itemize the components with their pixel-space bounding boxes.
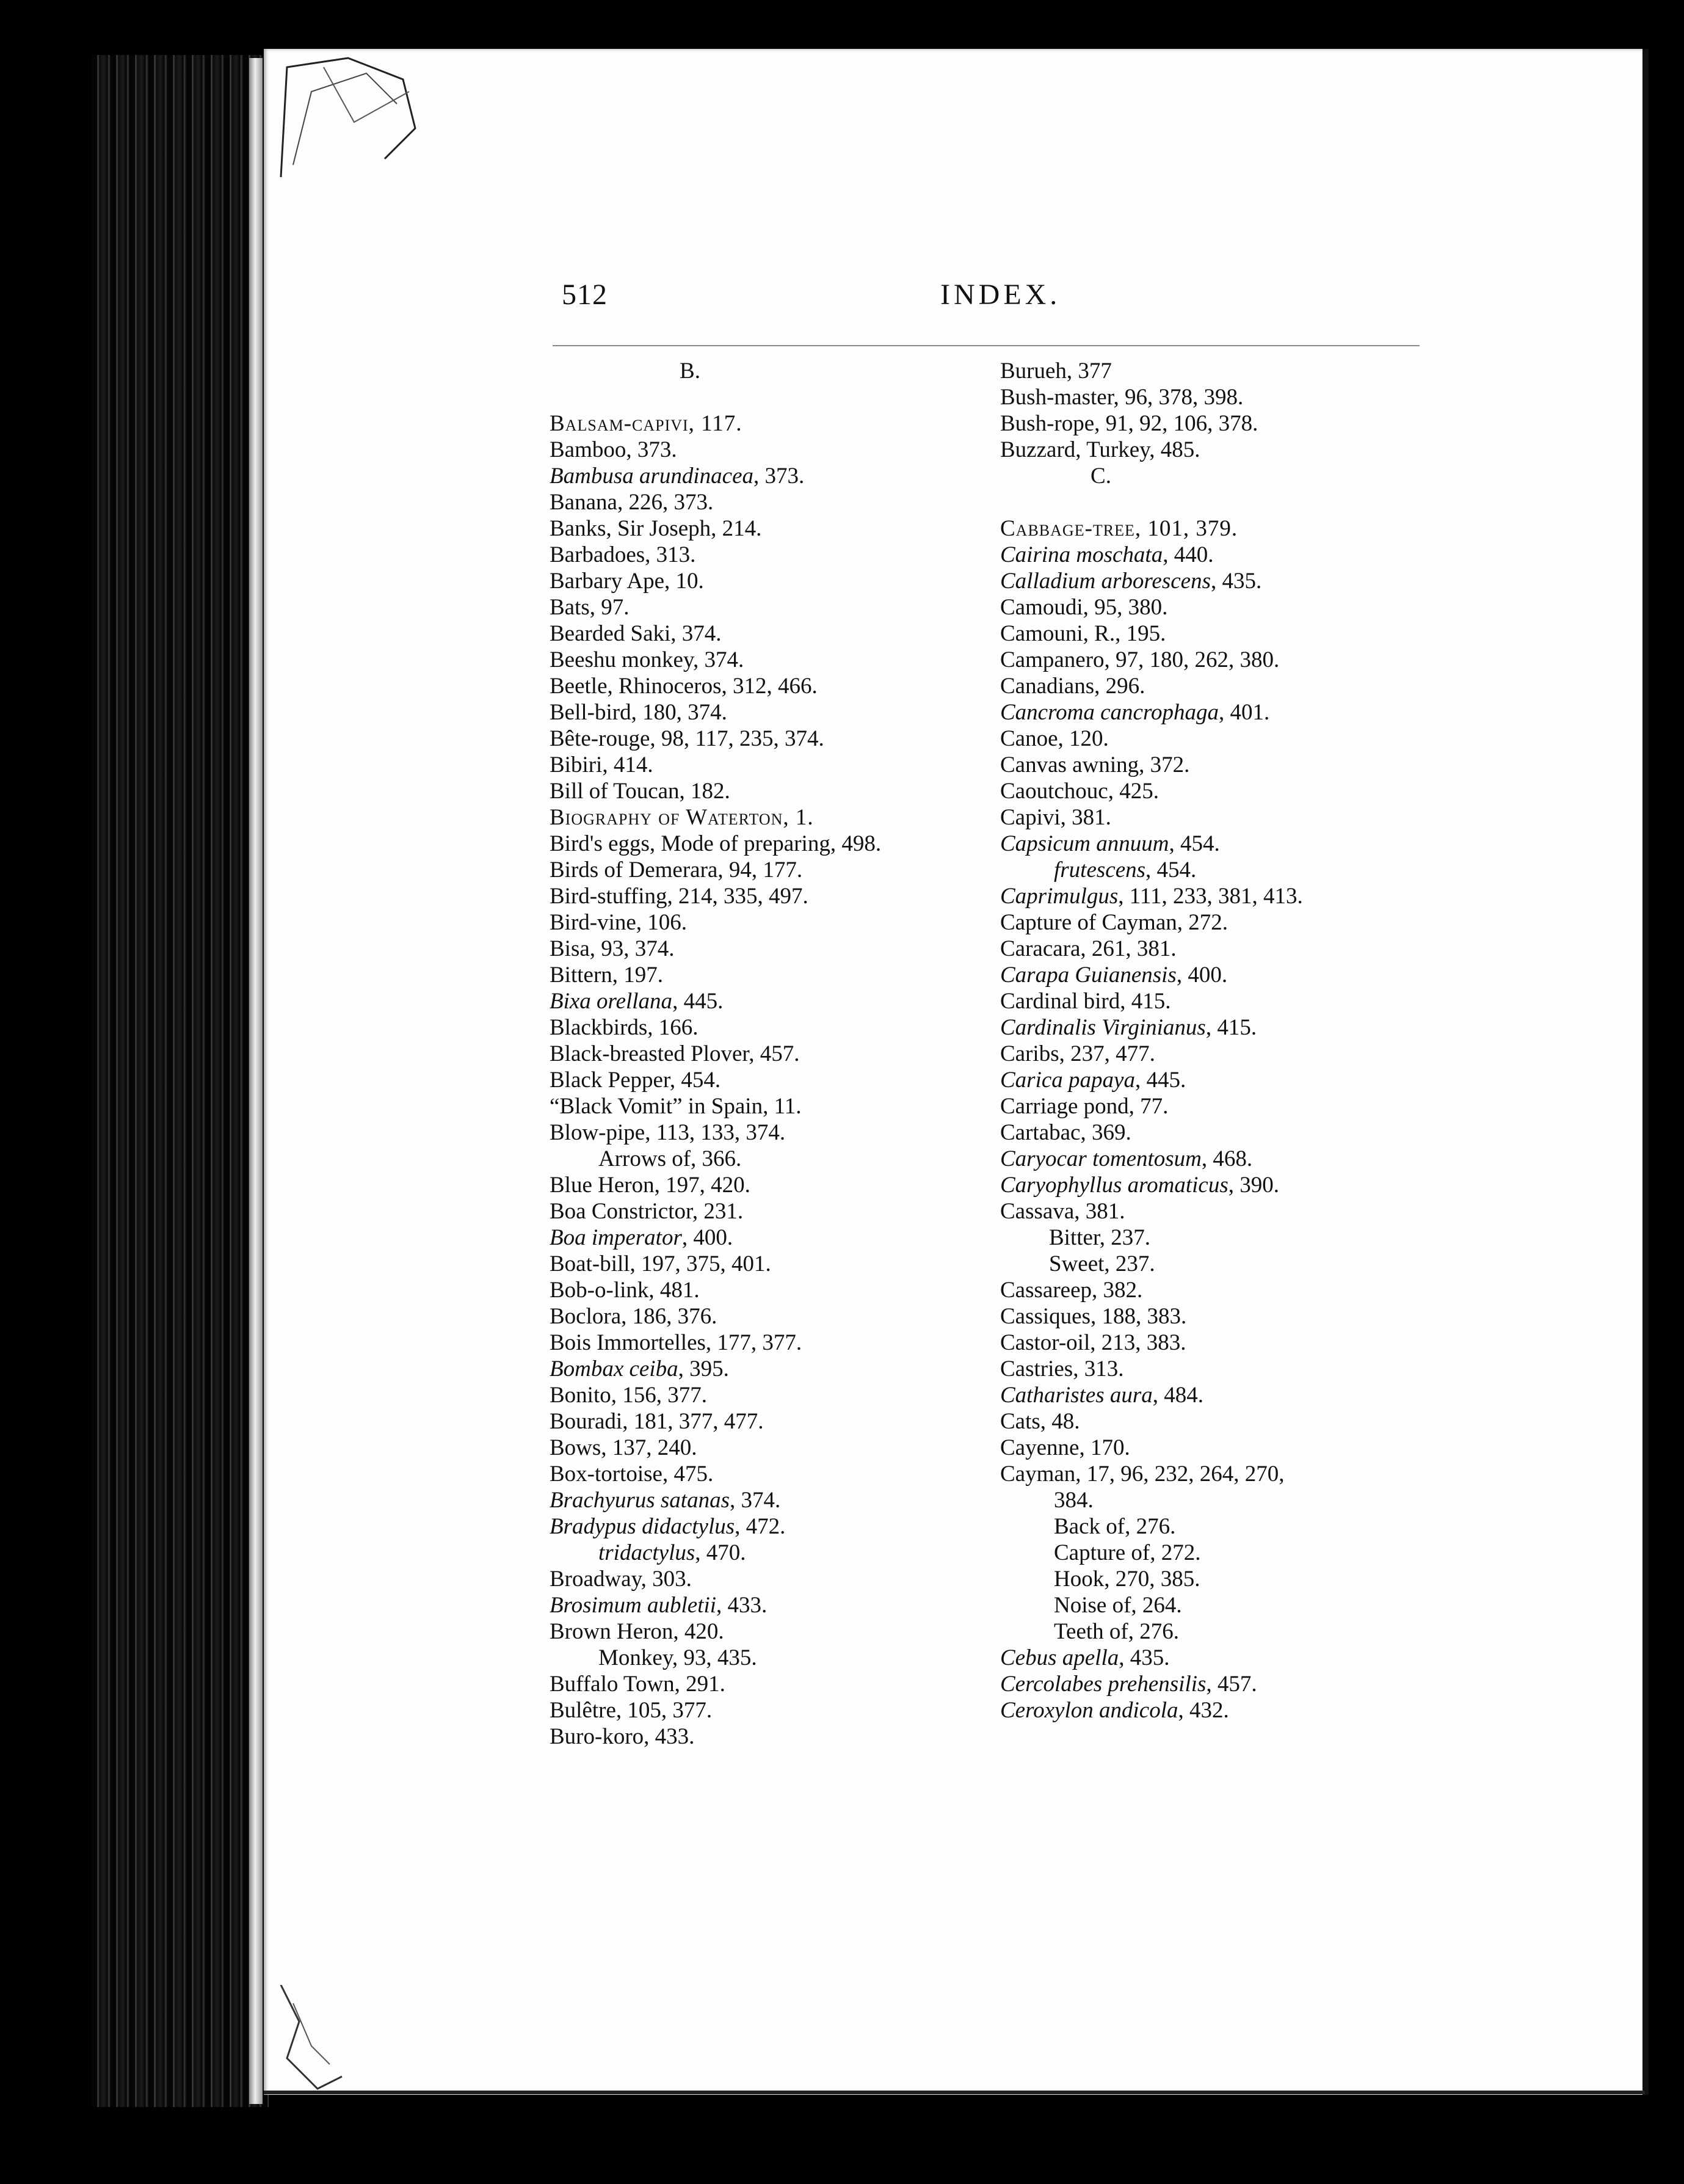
index-entry: Buro-koro, 433. bbox=[550, 1724, 695, 1749]
index-entry: Bats, 97. bbox=[550, 595, 630, 620]
index-entry-pages: , 468. bbox=[1201, 1146, 1253, 1171]
index-entry bbox=[1000, 1382, 1440, 1408]
index-entry bbox=[550, 1513, 989, 1540]
index-entry bbox=[1000, 1146, 1440, 1172]
index-entry-pages: , 400. bbox=[681, 1225, 733, 1250]
index-entry: Monkey, 93, 435. bbox=[598, 1645, 757, 1670]
index-entry bbox=[1000, 1697, 1440, 1724]
index-entry-pages: , 373. bbox=[753, 464, 805, 489]
index-entry-pages: , 470. bbox=[695, 1540, 746, 1565]
index-entry: Cabbage-tree, 101, 379. bbox=[1000, 516, 1238, 541]
index-entry: Boat-bill, 197, 375, 401. bbox=[550, 1251, 771, 1276]
index-entry: Bibiri, 414. bbox=[550, 752, 653, 777]
index-entry-pages: , 435. bbox=[1210, 569, 1262, 594]
index-entry bbox=[550, 1540, 989, 1566]
index-entry: Cartabac, 369. bbox=[1000, 1120, 1131, 1145]
page-edge bbox=[249, 58, 263, 2104]
index-entry-pages: , 111, 233, 381, 413. bbox=[1118, 884, 1303, 909]
index-entry-latin-name: Cercolabes prehensilis bbox=[1000, 1672, 1207, 1697]
running-head: INDEX. bbox=[940, 278, 1061, 311]
index-entry-pages: , 401. bbox=[1218, 700, 1270, 725]
index-entry: Caracara, 261, 381. bbox=[1000, 936, 1177, 961]
index-entry: Carriage pond, 77. bbox=[1000, 1094, 1169, 1119]
index-entry: “Black Vomit” in Spain, 11. bbox=[550, 1094, 802, 1119]
index-entry: Capture of Cayman, 272. bbox=[1000, 910, 1228, 935]
index-entry: Bird-vine, 106. bbox=[550, 910, 688, 935]
index-entry-latin-name: Carapa Guianensis bbox=[1000, 963, 1177, 988]
index-entry bbox=[1000, 1172, 1440, 1198]
index-entry: Bush-rope, 91, 92, 106, 378. bbox=[1000, 411, 1258, 436]
index-entry: Bête-rouge, 98, 117, 235, 374. bbox=[550, 726, 824, 751]
index-entry: Capture of, 272. bbox=[1054, 1540, 1201, 1565]
index-entry-latin-name: Cancroma cancrophaga bbox=[1000, 700, 1219, 725]
index-entry-latin-name: Caprimulgus bbox=[1000, 884, 1119, 909]
index-entry: Canvas awning, 372. bbox=[1000, 752, 1190, 777]
index-entry: Cayenne, 170. bbox=[1000, 1435, 1130, 1460]
index-entry: Burueh, 377 bbox=[1000, 359, 1112, 384]
index-entry bbox=[1000, 1645, 1440, 1671]
index-entry-latin-name: Brosimum aubletii bbox=[550, 1593, 717, 1618]
index-entry-pages: , 440. bbox=[1163, 542, 1214, 567]
index-entry: Buffalo Town, 291. bbox=[550, 1672, 725, 1697]
index-entry: Canoe, 120. bbox=[1000, 726, 1109, 751]
index-entry-pages: , 374. bbox=[729, 1488, 781, 1513]
index-entry: Boa Constrictor, 231. bbox=[550, 1199, 744, 1224]
index-entry: Cayman, 17, 96, 232, 264, 270, bbox=[1000, 1461, 1285, 1487]
index-column-left bbox=[550, 358, 989, 1750]
index-entry: Bouradi, 181, 377, 477. bbox=[550, 1409, 764, 1434]
index-entry-pages: , 454. bbox=[1145, 857, 1197, 883]
index-entry bbox=[1000, 699, 1440, 726]
index-entry: Balsam-capivi, 117. bbox=[550, 411, 742, 436]
book-binding bbox=[92, 55, 269, 2107]
index-entry-latin-name: Cairina moschata bbox=[1000, 542, 1163, 567]
index-entry: Back of, 276. bbox=[1054, 1514, 1176, 1539]
index-entry: Bonito, 156, 377. bbox=[550, 1383, 707, 1408]
index-entry-latin-name: Caryophyllus aromaticus bbox=[1000, 1173, 1229, 1198]
index-entry: Bird-stuffing, 214, 335, 497. bbox=[550, 884, 808, 909]
index-entry-pages: , 445. bbox=[672, 989, 724, 1014]
index-entry: Banks, Sir Joseph, 214. bbox=[550, 516, 762, 541]
index-entry bbox=[1000, 542, 1440, 568]
index-entry: Castries, 313. bbox=[1000, 1356, 1124, 1381]
index-spacer bbox=[1000, 489, 1440, 515]
index-entry-latin-name: Cardinalis Virginianus bbox=[1000, 1015, 1206, 1040]
index-entry-latin-name: Capsicum annuum bbox=[1000, 831, 1169, 856]
index-entry bbox=[1000, 1067, 1440, 1093]
index-entry: Bittern, 197. bbox=[550, 963, 664, 988]
index-entry: Bell-bird, 180, 374. bbox=[550, 700, 727, 725]
index-entry-pages: , 457. bbox=[1206, 1672, 1257, 1697]
index-entry-pages: , 432. bbox=[1178, 1698, 1229, 1723]
index-entry-latin-name: Cebus apella bbox=[1000, 1645, 1119, 1670]
index-entry-pages: , 445. bbox=[1134, 1068, 1186, 1093]
index-entry: Black-breasted Plover, 457. bbox=[550, 1041, 800, 1066]
index-entry-latin-name: Carica papaya bbox=[1000, 1068, 1135, 1093]
index-entry: Camouni, R., 195. bbox=[1000, 621, 1166, 646]
index-entry: Box-tortoise, 475. bbox=[550, 1461, 714, 1487]
index-entry: Blackbirds, 166. bbox=[550, 1015, 699, 1040]
index-entry-latin-name: Ceroxylon andicola bbox=[1000, 1698, 1178, 1723]
index-section-letter: B. bbox=[680, 359, 700, 384]
index-entry-pages: , 390. bbox=[1228, 1173, 1280, 1198]
index-entry: Bois Immortelles, 177, 377. bbox=[550, 1330, 802, 1355]
index-entry: Caribs, 237, 477. bbox=[1000, 1041, 1155, 1066]
index-entry: Cassiques, 188, 383. bbox=[1000, 1304, 1187, 1329]
index-entry: Bitter, 237. bbox=[1049, 1225, 1151, 1250]
index-entry: Barbary Ape, 10. bbox=[550, 569, 704, 594]
index-entry-latin-name: frutescens bbox=[1054, 857, 1146, 883]
index-entry: Bamboo, 373. bbox=[550, 437, 677, 462]
index-entry: Cats, 48. bbox=[1000, 1409, 1080, 1434]
index-section-letter: C. bbox=[1091, 464, 1111, 489]
index-entry-latin-name: Bambusa arundinacea bbox=[550, 464, 753, 489]
index-entry-latin-name: Caryocar tomentosum bbox=[1000, 1146, 1202, 1171]
index-entry: Bows, 137, 240. bbox=[550, 1435, 697, 1460]
index-entry: Boclora, 186, 376. bbox=[550, 1304, 717, 1329]
index-entry: Broadway, 303. bbox=[550, 1567, 692, 1592]
index-entry: Castor-oil, 213, 383. bbox=[1000, 1330, 1186, 1355]
index-entry: Hook, 270, 385. bbox=[1054, 1567, 1200, 1592]
index-entry: 384. bbox=[1054, 1488, 1094, 1513]
index-entry bbox=[1000, 883, 1440, 909]
index-column-right bbox=[1000, 358, 1440, 1724]
index-entry bbox=[550, 1592, 989, 1618]
header-rule bbox=[553, 345, 1420, 346]
index-entry: Canadians, 296. bbox=[1000, 674, 1145, 699]
index-entry-pages: , 454. bbox=[1169, 831, 1220, 856]
index-entry: Sweet, 237. bbox=[1049, 1251, 1155, 1276]
index-entry-pages: , 484. bbox=[1152, 1383, 1204, 1408]
bottom-border bbox=[264, 2091, 1645, 2094]
index-entry: Bearded Saki, 374. bbox=[550, 621, 722, 646]
index-entry: Bulêtre, 105, 377. bbox=[550, 1698, 713, 1723]
index-entry-latin-name: Brachyurus satanas bbox=[550, 1488, 730, 1513]
index-entry bbox=[1000, 962, 1440, 988]
index-entry-pages: , 395. bbox=[678, 1356, 729, 1381]
index-entry bbox=[550, 1487, 989, 1513]
index-entry: Cardinal bird, 415. bbox=[1000, 989, 1171, 1014]
index-entry: Brown Heron, 420. bbox=[550, 1619, 724, 1644]
index-entry: Barbadoes, 313. bbox=[550, 542, 696, 567]
index-entry-latin-name: tridactylus bbox=[598, 1540, 695, 1565]
index-entry bbox=[550, 988, 989, 1014]
index-entry-latin-name: Bixa orellana bbox=[550, 989, 673, 1014]
index-entry: Bird's eggs, Mode of preparing, 498. bbox=[550, 831, 882, 856]
index-entry: Cassava, 381. bbox=[1000, 1199, 1125, 1224]
index-entry-latin-name: Calladium arborescens bbox=[1000, 569, 1211, 594]
index-entry-latin-name: Catharistes aura bbox=[1000, 1383, 1153, 1408]
index-entry: Capivi, 381. bbox=[1000, 805, 1111, 830]
page-number: 512 bbox=[562, 278, 608, 311]
index-entry bbox=[1000, 857, 1440, 883]
torn-corner-bottom bbox=[275, 1985, 348, 2095]
index-entry-pages: , 435. bbox=[1119, 1645, 1170, 1670]
index-entry: Black Pepper, 454. bbox=[550, 1068, 721, 1093]
index-entry bbox=[550, 1356, 989, 1382]
index-entry: Arrows of, 366. bbox=[598, 1146, 742, 1171]
index-entry: Bisa, 93, 374. bbox=[550, 936, 675, 961]
index-entry-pages: , 415. bbox=[1205, 1015, 1257, 1040]
torn-corner-top bbox=[275, 55, 427, 183]
index-entry-pages: , 433. bbox=[716, 1593, 768, 1618]
index-entry: Camoudi, 95, 380. bbox=[1000, 595, 1168, 620]
index-entry-latin-name: Bradypus didactylus bbox=[550, 1514, 735, 1539]
index-entry: Campanero, 97, 180, 262, 380. bbox=[1000, 647, 1280, 672]
index-entry: Birds of Demerara, 94, 177. bbox=[550, 857, 803, 883]
index-spacer bbox=[550, 384, 989, 410]
index-entry bbox=[1000, 831, 1440, 857]
index-entry bbox=[550, 1225, 989, 1251]
index-entry bbox=[1000, 568, 1440, 594]
index-entry: Bob-o-link, 481. bbox=[550, 1278, 700, 1303]
index-entry: Beetle, Rhinoceros, 312, 466. bbox=[550, 674, 818, 699]
right-border bbox=[1642, 49, 1649, 2095]
index-entry: Bush-master, 96, 378, 398. bbox=[1000, 385, 1244, 410]
index-entry: Noise of, 264. bbox=[1054, 1593, 1182, 1618]
index-entry-latin-name: Boa imperator bbox=[550, 1225, 682, 1250]
index-entry: Buzzard, Turkey, 485. bbox=[1000, 437, 1200, 462]
index-entry bbox=[1000, 1671, 1440, 1697]
index-entry: Blue Heron, 197, 420. bbox=[550, 1173, 750, 1198]
index-entry: Banana, 226, 373. bbox=[550, 490, 714, 515]
index-entry bbox=[1000, 1014, 1440, 1041]
index-entry: Beeshu monkey, 374. bbox=[550, 647, 744, 672]
index-entry: Caoutchouc, 425. bbox=[1000, 779, 1159, 804]
index-entry-latin-name: Bombax ceiba bbox=[550, 1356, 678, 1381]
index-entry: Blow-pipe, 113, 133, 374. bbox=[550, 1120, 786, 1145]
index-entry: Bill of Toucan, 182. bbox=[550, 779, 730, 804]
index-entry: Teeth of, 276. bbox=[1054, 1619, 1179, 1644]
index-entry-pages: , 400. bbox=[1176, 963, 1228, 988]
index-entry: Biography of Waterton, 1. bbox=[550, 805, 814, 830]
index-entry: Cassareep, 382. bbox=[1000, 1278, 1143, 1303]
index-entry bbox=[550, 463, 989, 489]
index-entry-pages: , 472. bbox=[735, 1514, 786, 1539]
